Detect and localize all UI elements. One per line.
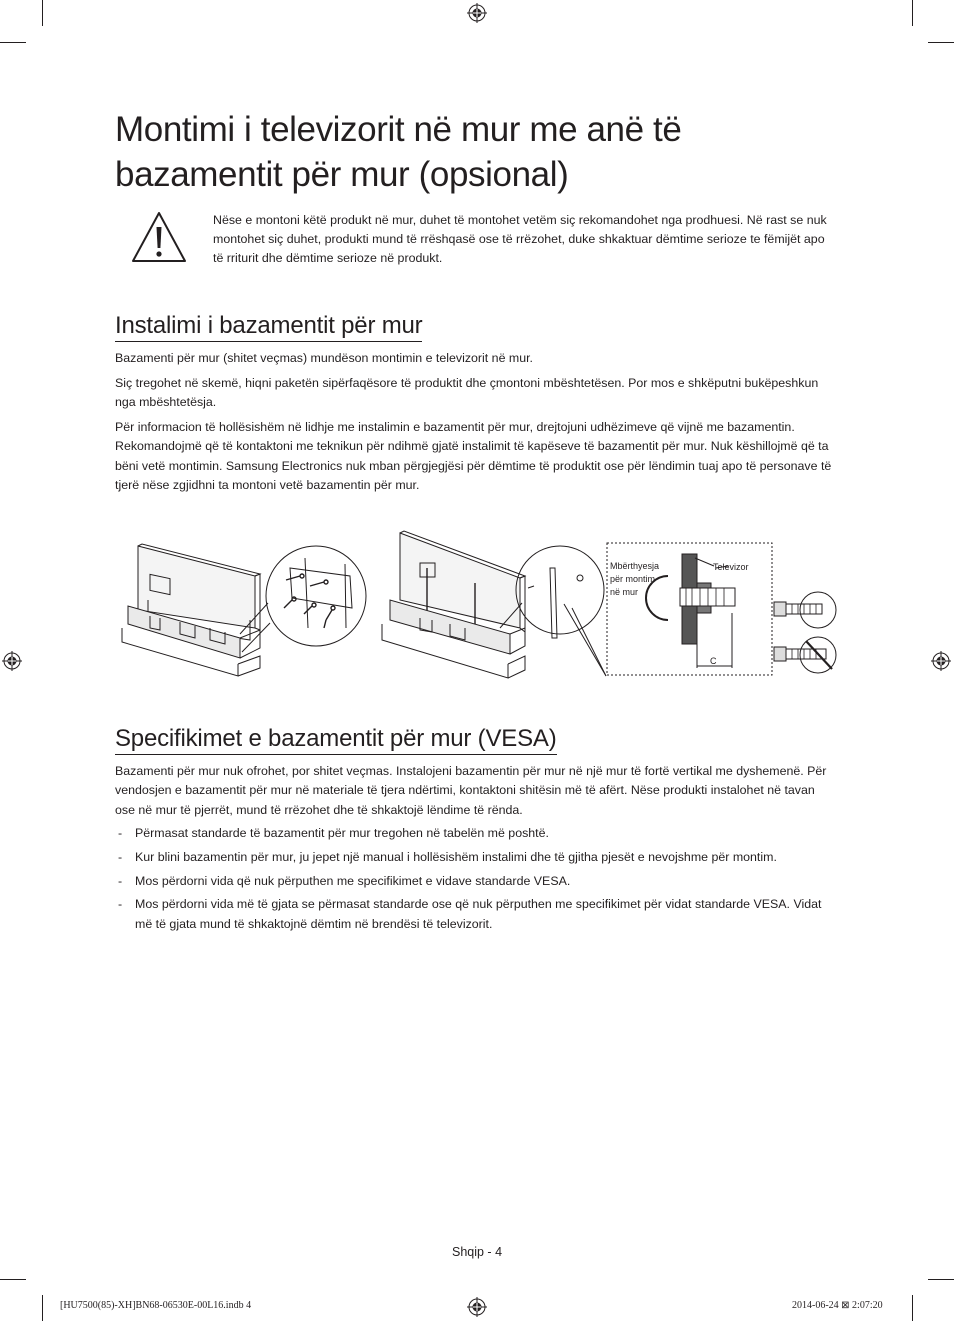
diagram-label-wall-mount: për montim: [610, 574, 656, 584]
paragraph: Bazamenti për mur (shitet veçmas) mundëson montimin e televizorit në mur.: [115, 351, 534, 365]
registration-mark-icon: [467, 1297, 487, 1317]
list-item-text: Mos përdorni vida që nuk përputhen me specifikimet e vidave standarde VESA.: [135, 873, 571, 888]
crop-mark: [0, 1279, 26, 1280]
crop-mark: [928, 1279, 954, 1280]
bullet-list: [115, 824, 837, 938]
warning-triangle-icon: [131, 210, 187, 264]
diagram-label-wall-mount: në mur: [610, 587, 639, 597]
tv-back-illustration-1: [122, 544, 260, 676]
list-item: [115, 848, 837, 867]
crop-mark: [42, 0, 43, 26]
print-slug-left: [HU7500(85)-XH]BN68-06530E-00L16.indb 4: [60, 1300, 252, 1311]
paragraph: Siç tregohet në skemë, hiqni paketën sipërfaqësore të produktit dhe çmontoni mbështetësen. Por mos e shkëputni bukëpeshkun nga mbështetësja.: [115, 376, 819, 410]
zoom-detail-bracket-screws: [240, 546, 366, 652]
list-item-text: Përmasat standarde të bazamentit për mur tregohen në tabelën më poshtë.: [135, 826, 549, 840]
paragraph: Bazamenti për mur nuk ofrohet, por shitet veçmas. Instalojeni bazamentin për mur në një mur të fortë vertikal me dyshemenë. Për vendosjen e bazamentit për mur në materiale të tjera ndërtimi, kontaktoni shitësin më të afërt. Nëse produkti instalohet në tavan ose në mur të pjerrët, mund të rrëzohet dhe të shkaktojë lëndime të rënda.: [115, 764, 827, 817]
bullet-marker: -: [118, 849, 123, 864]
list-item-text: Kur blini bazamentin për mur, ju jepet një manual i hollësishëm instalimi dhe të gjitha pjesët e nevojshme për montim.: [135, 849, 777, 864]
wall-mount-installation-diagram: [120, 528, 840, 688]
diagram-label-tv: Televizor: [713, 562, 749, 572]
bullet-marker: -: [118, 826, 123, 840]
section-heading-installation: Instalimi i bazamentit për mur: [115, 311, 422, 342]
tv-back-illustration-2: [382, 531, 525, 678]
warning-text: Nëse e montoni këtë produkt në mur, duhet të montohet vetëm siç rekomandohet nga prodhuesi. Në rast se nuk montohet siç duhet, produkti mund të rrëshqasë ose të rrëzohet, duke shkaktuar dëmtime serioze te fëmijët apo të rriturit dhe dëmtime serioze në produkt.: [213, 213, 827, 265]
list-item: [115, 824, 837, 843]
page-title: Montimi i televizorit në mur me anë të bazamentit për mur (opsional): [115, 110, 682, 194]
section-heading-vesa: Specifikimet e bazamentit për mur (VESA): [115, 724, 557, 755]
diagram-label-dimension: C: [710, 656, 717, 666]
crop-mark: [912, 0, 913, 26]
crop-mark: [0, 42, 26, 43]
diagram-label-wall-mount: Mbërthyesja: [610, 561, 660, 571]
registration-mark-icon: [467, 3, 487, 23]
crop-mark: [42, 1295, 43, 1321]
print-slug-right: 2014-06-24 ⊠ 2:07:20: [792, 1300, 883, 1311]
list-item: [115, 872, 837, 891]
list-item: [115, 895, 837, 934]
list-item-text: Mos përdorni vida më të gjata se përmasat standarde ose që nuk përputhen me specifikimet për vidat standarde VESA. Vidat më të gjata mund të shkaktojnë dëmtim në brendësi të televizorit.: [135, 897, 822, 931]
registration-mark-icon: [931, 651, 951, 671]
bullet-marker: -: [118, 873, 123, 888]
page-number: Shqip - 4: [451, 1245, 503, 1259]
correct-screw-icon: [774, 592, 836, 628]
crop-mark: [928, 42, 954, 43]
paragraph: Për informacion të hollësishëm në lidhje me instalimin e bazamentit për mur, drejtojuni udhëzimeve që vijnë me bazamentin. Rekomandojmë që të kontaktoni me teknikun për ndihmë gjatë instalimit të kapëseve të bazamentit për mur. Nuk këshillojmë që ta bëni vetë montimin. Samsung Electronics nuk mban përgjegjësi për dëmtime të produktit ose për lëndimin tuaj apo të personave të tjerë nëse zgjidhni ta montoni vetë bazamentin për mur.: [115, 420, 832, 492]
bullet-marker: -: [118, 897, 123, 912]
registration-mark-icon: [2, 651, 22, 671]
crop-mark: [912, 1295, 913, 1321]
incorrect-screw-icon: [774, 637, 836, 673]
